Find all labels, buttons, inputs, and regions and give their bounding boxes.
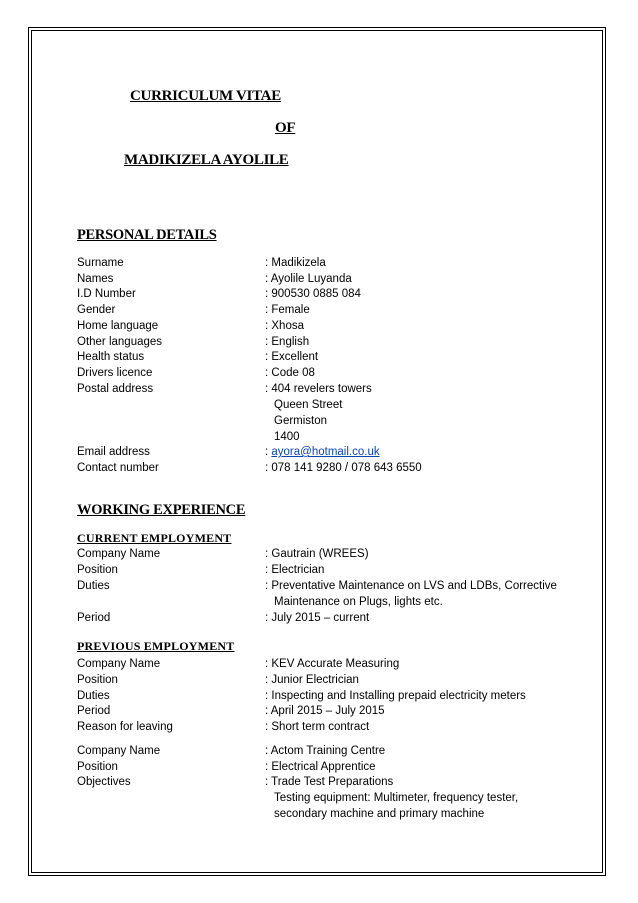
detail-label: Postal address [77,383,154,395]
detail-value: : 900530 0885 084 [265,288,361,300]
detail-row-contact-number [77,460,577,476]
detail-value: : KEV Accurate Measuring [265,658,400,670]
prev2-objectives-row [77,774,577,790]
cv-title-of: OF [275,120,296,136]
detail-row-names [77,271,577,287]
prev2-objectives-continued-1: Testing equipment: Multimeter, frequency tester, [274,792,519,804]
detail-value: : July 2015 – current [265,612,370,624]
detail-label: Position [77,674,118,686]
detail-value: : Inspecting and Installing prepaid electricity meters [265,690,526,702]
prev1-position-row [77,672,577,688]
detail-label: Health status [77,351,145,363]
previous-employment-heading: PREVIOUS EMPLOYMENT [77,639,235,653]
detail-row-health-status [77,349,577,365]
prev2-company-row [77,743,577,759]
detail-row-postal-address [77,381,577,397]
detail-value: : 404 revelers towers [265,383,372,395]
detail-row-surname [77,255,577,271]
prev1-reason-row [77,719,577,735]
current-employment-heading: CURRENT EMPLOYMENT [77,531,232,545]
current-company-row [77,546,577,562]
detail-label: Contact number [77,462,159,474]
detail-label: Company Name [77,548,161,560]
detail-label: Surname [77,257,124,269]
detail-label: Duties [77,580,110,592]
detail-row-gender [77,302,577,318]
detail-value: : Trade Test Preparations [265,776,394,788]
detail-row-other-languages [77,334,577,350]
cv-title: CURRICULUM VITAE [130,88,281,104]
detail-label: Company Name [77,658,161,670]
detail-label: Position [77,564,118,576]
current-duties-continued: Maintenance on Plugs, lights etc. [274,596,443,608]
working-experience-heading: WORKING EXPERIENCE [77,502,246,518]
detail-value: : Madikizela [265,257,326,269]
detail-label: Position [77,761,118,773]
detail-value: : English [265,336,310,348]
detail-row-drivers-licence [77,365,577,381]
detail-value: : Electrical Apprentice [265,761,376,773]
prev1-period-row [77,703,577,719]
detail-label: Objectives [77,776,131,788]
detail-label: Names [77,273,114,285]
cv-name: MADIKIZELA AYOLILE [124,152,289,168]
detail-value: : Junior Electrician [265,674,359,686]
email-link[interactable]: ayora@hotmail.co.uk [271,446,380,458]
address-line-city: Germiston [274,415,328,427]
detail-label: Period [77,612,111,624]
value-prefix: : [265,446,272,458]
detail-value: : Code 08 [265,367,315,379]
current-period-row [77,610,577,626]
detail-value: : Electrician [265,564,325,576]
detail-row-email [77,444,577,460]
detail-label: Duties [77,690,110,702]
detail-value: : Female [265,304,310,316]
address-line-street: Queen Street [274,399,343,411]
detail-label: Company Name [77,745,161,757]
prev1-duties-row [77,688,577,704]
personal-details-heading: PERSONAL DETAILS [77,227,217,243]
detail-value [265,444,380,460]
detail-label: Home language [77,320,159,332]
detail-label: Email address [77,446,150,458]
detail-label: Period [77,705,111,717]
detail-value: : Xhosa [265,320,304,332]
detail-label: Reason for leaving [77,721,173,733]
detail-row-home-language [77,318,577,334]
detail-value: : Preventative Maintenance on LVS and LDBs, Corrective [265,580,557,592]
detail-label: Gender [77,304,116,316]
prev2-position-row [77,759,577,775]
detail-value: : Actom Training Centre [265,745,386,757]
detail-label: Drivers licence [77,367,153,379]
prev1-company-row [77,656,577,672]
prev2-objectives-continued-2: secondary machine and primary machine [274,808,485,820]
detail-value: : Excellent [265,351,319,363]
detail-value: : Gautrain (WREES) [265,548,369,560]
detail-value: : 078 141 9280 / 078 643 6550 [265,462,422,474]
detail-row-id-number [77,286,577,302]
detail-value: : Short term contract [265,721,370,733]
detail-value: : Ayolile Luyanda [265,273,352,285]
current-position-row [77,562,577,578]
current-duties-row [77,578,577,594]
address-line-code: 1400 [274,431,300,443]
detail-label: I.D Number [77,288,136,300]
detail-label: Other languages [77,336,163,348]
detail-value: : April 2015 – July 2015 [265,705,385,717]
